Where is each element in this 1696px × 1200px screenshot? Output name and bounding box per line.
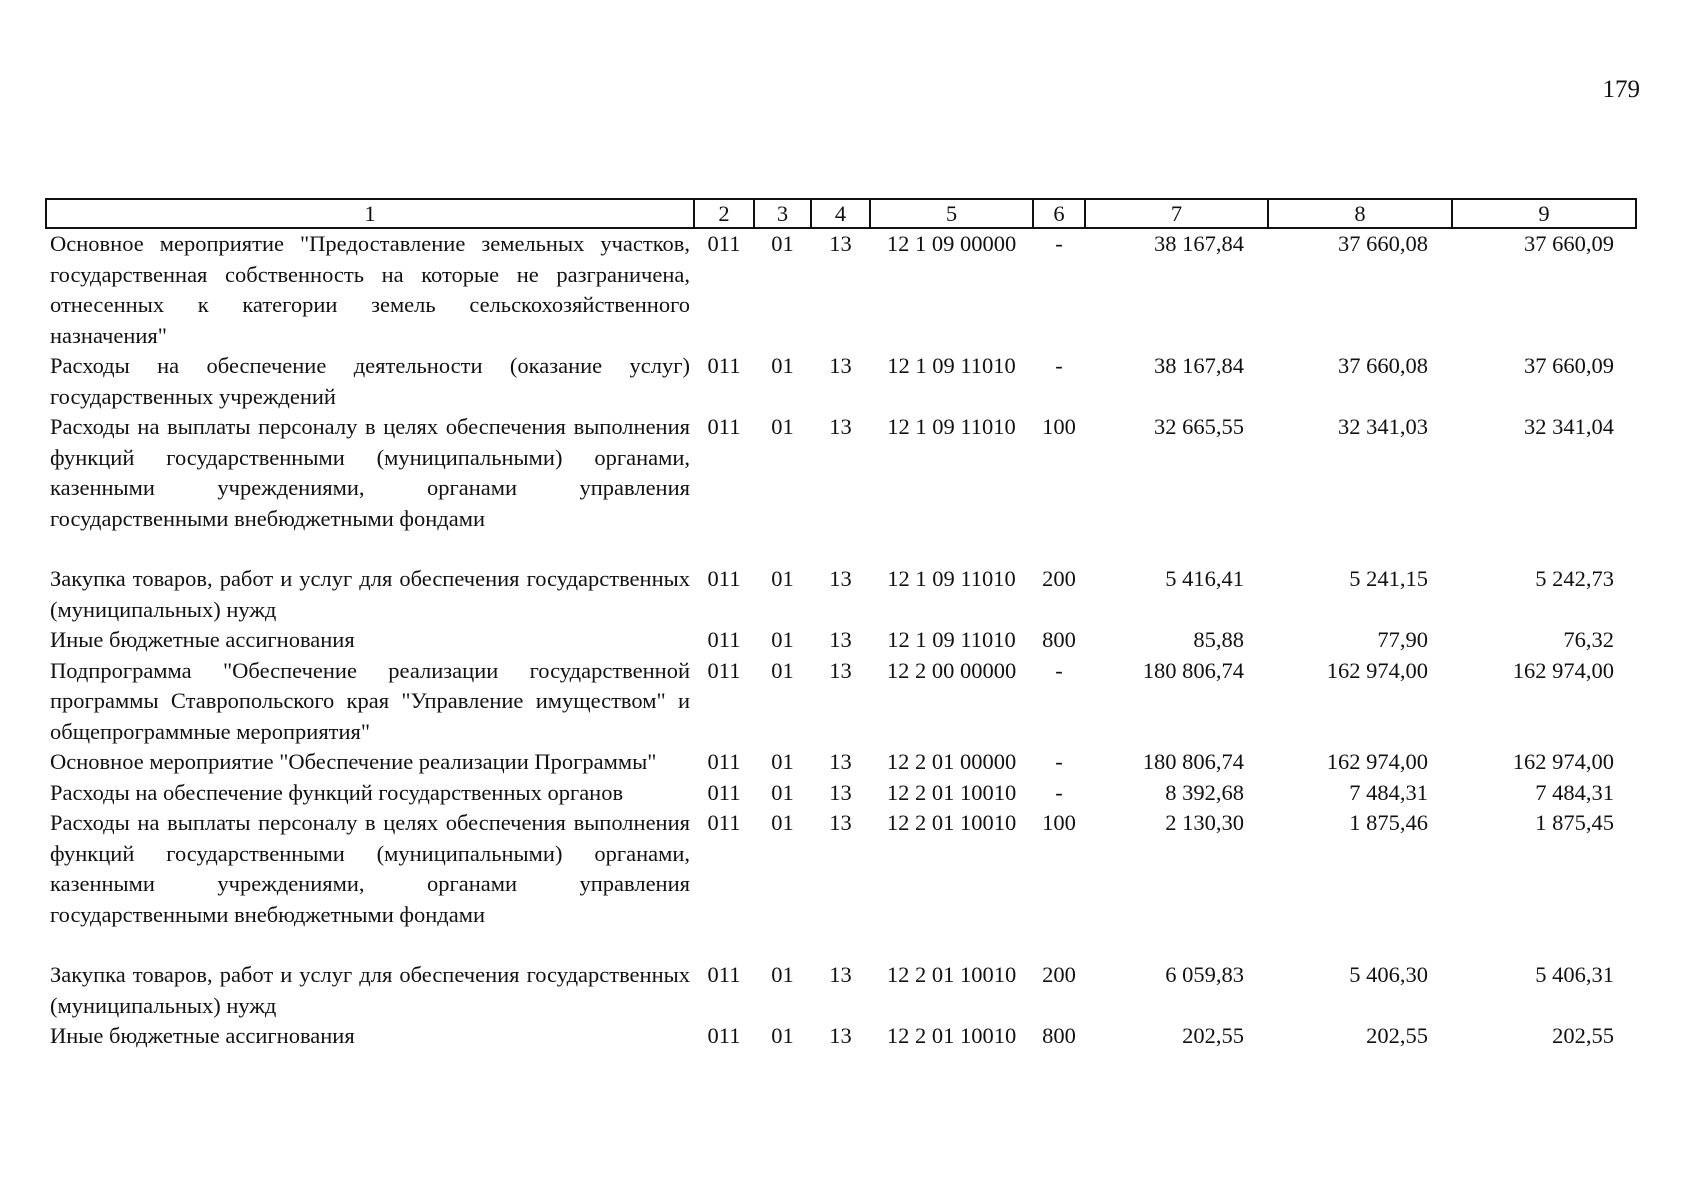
row-expense-type: 200 (1042, 962, 1076, 987)
row-target-code: 12 2 01 10010 (886, 779, 1017, 805)
row-amount-col7: 8 392,68 (1165, 779, 1244, 805)
table-row (46, 351, 1636, 412)
row-target-code: 12 2 01 00000 (886, 749, 1017, 774)
row-amount-col9: 37 660,09 (1524, 353, 1614, 378)
row-amount-col8: 37 660,08 (1338, 353, 1428, 378)
column-header: 1 (46, 199, 694, 228)
table-row (46, 808, 1636, 960)
row-target-code: 12 1 09 11010 (887, 566, 1016, 591)
row-amount-col8: 1 875,46 (1349, 810, 1428, 835)
row-amount-col9: 5 406,31 (1535, 962, 1614, 987)
row-amount-col8: 37 660,08 (1338, 231, 1428, 256)
row-description: Основное мероприятие "Предоставление земельных участков, государственная собственность на которые не разграничена, отнесенных к категории земель сельскохозяйственного назначения" (50, 231, 690, 348)
column-header: 2 (694, 199, 754, 228)
row-description: Расходы на выплаты персоналу в целях обеспечения выполнения функций государственными (муниципальными) органами, казенными учреждениями, органами управления государственными внебюджетными фондами (50, 810, 690, 927)
row-amount-col9: 37 660,09 (1524, 231, 1614, 256)
row-amount-col7: 32 665,55 (1154, 414, 1244, 439)
table-row (46, 747, 1636, 778)
row-section-code: 01 (771, 1023, 794, 1048)
row-target-code: 12 2 01 10010 (886, 962, 1017, 987)
table-row (46, 564, 1636, 625)
row-ministry-code: 011 (707, 627, 741, 652)
row-description: Подпрограмма "Обеспечение реализации государственной программы Ставропольского края "Управление имуществом" и общепрограммные мероприятия" (50, 657, 690, 744)
table-row (46, 412, 1636, 564)
row-subsection-code: 13 (829, 749, 852, 774)
row-amount-col9: 162 974,00 (1512, 749, 1614, 774)
row-description: Закупка товаров, работ и услуг для обеспечения государственных (муниципальных) нужд (50, 962, 690, 1018)
row-target-code: 12 1 09 00000 (886, 231, 1017, 256)
row-amount-col7: 38 167,84 (1154, 231, 1244, 256)
row-amount-col8: 7 484,31 (1349, 779, 1428, 805)
row-amount-col9: 32 341,04 (1524, 414, 1614, 439)
row-expense-type: 100 (1042, 414, 1076, 439)
row-target-code: 12 2 00 00000 (886, 657, 1017, 683)
row-amount-col9: 5 242,73 (1535, 566, 1614, 591)
row-expense-type: - (1055, 231, 1063, 256)
row-section-code: 01 (771, 627, 794, 652)
row-expense-type: 800 (1042, 627, 1076, 652)
column-header: 9 (1452, 199, 1636, 228)
row-amount-col7: 202,55 (1182, 1023, 1244, 1048)
row-amount-col8: 202,55 (1366, 1023, 1428, 1048)
row-amount-col7: 180 806,74 (1142, 657, 1244, 683)
table-row (46, 228, 1636, 351)
row-description: Расходы на выплаты персоналу в целях обеспечения выполнения функций государственными (муниципальными) органами, казенными учреждениями, органами управления государственными внебюджетными фондами (50, 414, 690, 531)
row-amount-col9: 202,55 (1552, 1023, 1614, 1048)
row-section-code: 01 (771, 962, 794, 987)
table-body (46, 228, 1636, 1052)
page-number: 179 (1602, 76, 1640, 103)
row-subsection-code: 13 (829, 566, 852, 591)
row-amount-col8: 5 406,30 (1349, 962, 1428, 987)
row-target-code: 12 1 09 11010 (887, 414, 1016, 439)
column-numbers-row (46, 199, 1636, 228)
row-subsection-code: 13 (829, 627, 852, 652)
row-amount-col8: 162 974,00 (1326, 657, 1428, 683)
row-target-code: 12 2 01 10010 (886, 810, 1017, 835)
row-description: Иные бюджетные ассигнования (50, 627, 355, 652)
row-subsection-code: 13 (829, 414, 852, 439)
row-subsection-code: 13 (829, 810, 852, 835)
row-amount-col8: 162 974,00 (1326, 749, 1428, 774)
column-header: 5 (870, 199, 1033, 228)
row-amount-col7: 38 167,84 (1154, 353, 1244, 378)
row-expense-type: 800 (1042, 1023, 1076, 1048)
row-expense-type: 100 (1042, 810, 1076, 835)
row-subsection-code: 13 (829, 231, 852, 256)
row-section-code: 01 (771, 779, 794, 805)
row-ministry-code: 011 (707, 353, 741, 378)
table-row (46, 625, 1636, 656)
row-target-code: 12 1 09 11010 (887, 353, 1016, 378)
row-expense-type: - (1055, 749, 1063, 774)
row-expense-type: - (1055, 779, 1063, 805)
row-section-code: 01 (771, 414, 794, 439)
row-description: Расходы на обеспечение функций государственных органов (50, 779, 624, 805)
row-subsection-code: 13 (829, 962, 852, 987)
row-amount-col9: 1 875,45 (1535, 810, 1614, 835)
row-target-code: 12 1 09 11010 (887, 627, 1016, 652)
row-ministry-code: 011 (707, 749, 741, 774)
row-section-code: 01 (771, 810, 794, 835)
row-ministry-code: 011 (707, 810, 741, 835)
row-description: Закупка товаров, работ и услуг для обеспечения государственных (муниципальных) нужд (50, 566, 690, 622)
row-expense-type: - (1055, 353, 1063, 378)
row-amount-col8: 32 341,03 (1338, 414, 1428, 439)
row-ministry-code: 011 (707, 231, 741, 256)
row-amount-col7: 85,88 (1193, 627, 1244, 652)
row-expense-type: - (1055, 657, 1063, 683)
table-header (46, 199, 1636, 228)
table-row (46, 1021, 1636, 1052)
column-header: 3 (754, 199, 811, 228)
column-header: 7 (1085, 199, 1268, 228)
row-amount-col7: 6 059,83 (1165, 962, 1244, 987)
row-amount-col9: 7 484,31 (1535, 779, 1614, 805)
table-row (46, 960, 1636, 1021)
row-section-code: 01 (771, 657, 794, 683)
row-section-code: 01 (771, 231, 794, 256)
row-ministry-code: 011 (707, 779, 741, 805)
row-description: Расходы на обеспечение деятельности (оказание услуг) государственных учреждений (50, 353, 690, 409)
column-header: 4 (811, 199, 870, 228)
row-section-code: 01 (771, 353, 794, 378)
table-row (46, 656, 1636, 748)
table-row (46, 778, 1636, 809)
row-ministry-code: 011 (707, 414, 741, 439)
row-ministry-code: 011 (707, 1023, 741, 1048)
row-amount-col9: 162 974,00 (1512, 657, 1614, 683)
row-amount-col8: 77,90 (1377, 627, 1428, 652)
row-description: Иные бюджетные ассигнования (50, 1023, 355, 1048)
row-ministry-code: 011 (707, 566, 741, 591)
row-amount-col7: 180 806,74 (1142, 749, 1244, 774)
budget-table (45, 198, 1637, 1052)
row-subsection-code: 13 (829, 1023, 852, 1048)
row-subsection-code: 13 (829, 353, 852, 378)
row-target-code: 12 2 01 10010 (886, 1023, 1017, 1048)
row-amount-col8: 5 241,15 (1349, 566, 1428, 591)
row-amount-col7: 2 130,30 (1165, 810, 1244, 835)
column-header: 8 (1268, 199, 1452, 228)
row-amount-col7: 5 416,41 (1165, 566, 1244, 591)
row-section-code: 01 (771, 566, 794, 591)
row-section-code: 01 (771, 749, 794, 774)
row-amount-col9: 76,32 (1563, 627, 1614, 652)
column-header: 6 (1033, 199, 1085, 228)
row-subsection-code: 13 (829, 657, 852, 683)
row-ministry-code: 011 (707, 962, 741, 987)
row-subsection-code: 13 (829, 779, 852, 805)
row-description: Основное мероприятие "Обеспечение реализации Программы" (50, 749, 657, 774)
row-expense-type: 200 (1042, 566, 1076, 591)
row-ministry-code: 011 (707, 657, 741, 683)
